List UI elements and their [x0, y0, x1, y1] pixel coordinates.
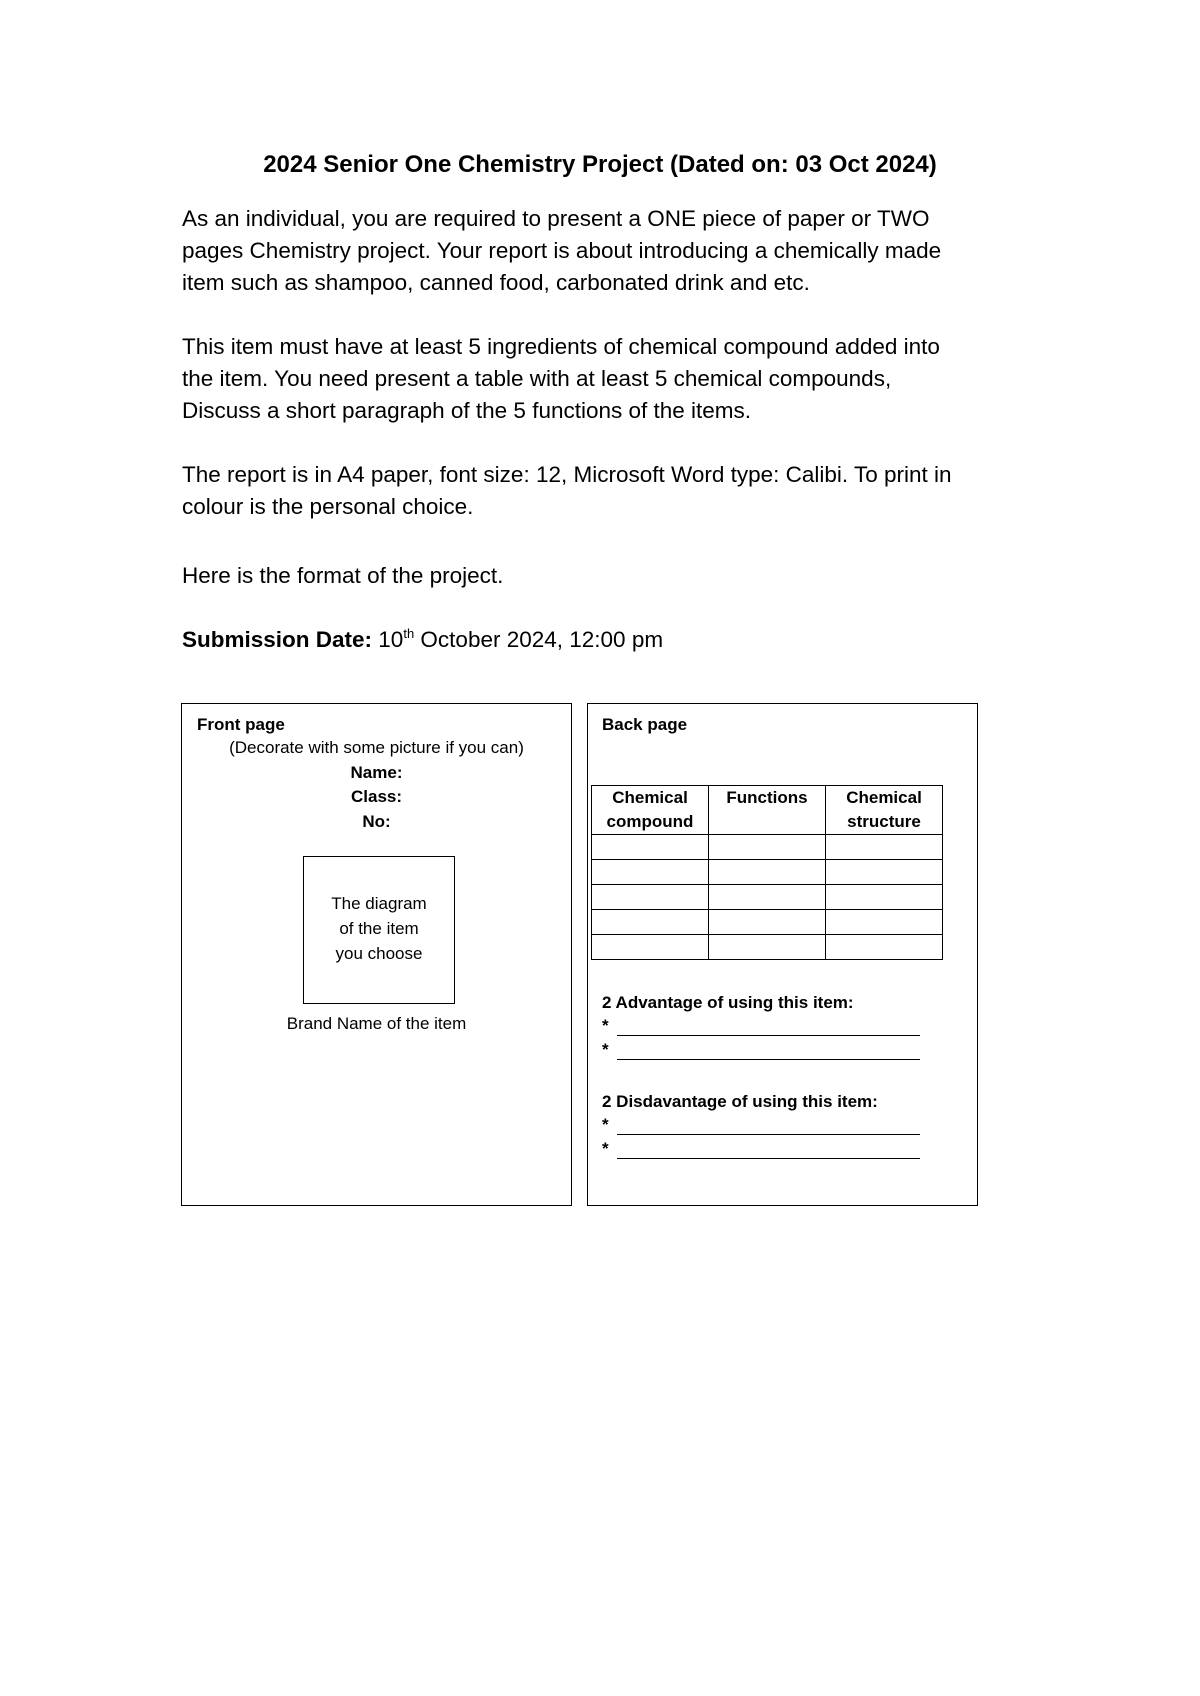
- table-cell: [592, 885, 709, 910]
- requirements-line: the item. You need present a table with at least 5 chemical compounds,: [182, 366, 892, 391]
- table-cell: [592, 935, 709, 960]
- table-cell: [709, 860, 826, 885]
- advantage-bullet: *: [602, 1040, 609, 1059]
- table-cell: [592, 835, 709, 860]
- submission-rest: October 2024, 12:00 pm: [414, 627, 664, 652]
- format-line: colour is the personal choice.: [182, 494, 474, 519]
- front-page-note: (Decorate with some picture if you can): [229, 738, 524, 757]
- back-page-heading: Back page: [602, 715, 688, 734]
- table-cell: [592, 860, 709, 885]
- intro-line: pages Chemistry project. Your report is about introducing a chemically made: [182, 238, 942, 263]
- disadvantage-bullet: *: [602, 1115, 609, 1134]
- submission-day: 10: [378, 627, 404, 652]
- submission-label: Submission Date:: [182, 627, 373, 652]
- class-label: Class:: [350, 787, 403, 806]
- no-label: No:: [362, 812, 391, 831]
- format-intro: [182, 560, 1062, 592]
- table-row: [592, 910, 943, 935]
- requirements-line: This item must have at least 5 ingredients of chemical compound added into: [182, 334, 940, 359]
- table-cell: [826, 935, 943, 960]
- format-paragraph: [182, 459, 1062, 523]
- table-row: [592, 860, 943, 885]
- table-cell: [709, 835, 826, 860]
- name-label: Name:: [350, 763, 403, 782]
- disadvantage-blank-line: [617, 1158, 920, 1159]
- table-cell: [826, 910, 943, 935]
- table-header-functions: Functions: [709, 786, 826, 835]
- table-row: [592, 835, 943, 860]
- table-cell: [826, 885, 943, 910]
- back-page-panel: [587, 703, 978, 1206]
- advantage-heading: 2 Advantage of using this item:: [602, 993, 854, 1012]
- disadvantage-heading: 2 Disdavantage of using this item:: [602, 1092, 878, 1111]
- chemical-table: [591, 785, 943, 960]
- table-header-chemical-structure: Chemical structure: [826, 786, 943, 835]
- table-cell: [709, 935, 826, 960]
- table-row: [592, 935, 943, 960]
- requirements-line: Discuss a short paragraph of the 5 functions of the items.: [182, 398, 752, 423]
- front-page-panel: [181, 703, 572, 1206]
- advantage-blank-line: [617, 1059, 920, 1060]
- format-intro-text: Here is the format of the project.: [182, 563, 504, 588]
- table-header-chemical-compound: Chemical compound: [592, 786, 709, 835]
- page-title: 2024 Senior One Chemistry Project (Dated on: 03 Oct 2024): [263, 151, 937, 178]
- intro-line: item such as shampoo, canned food, carbonated drink and etc.: [182, 270, 810, 295]
- diagram-line: you choose: [335, 944, 423, 963]
- table-row: [592, 885, 943, 910]
- table-cell: [826, 835, 943, 860]
- table-cell: [592, 910, 709, 935]
- disadvantage-blank-line: [617, 1134, 920, 1135]
- brand-name-label: Brand Name of the item: [286, 1014, 467, 1033]
- diagram-line: of the item: [339, 919, 419, 938]
- table-cell: [709, 910, 826, 935]
- intro-paragraph: [182, 203, 1062, 299]
- advantage-bullet: *: [602, 1016, 609, 1035]
- table-cell: [709, 885, 826, 910]
- diagram-placeholder: [303, 856, 455, 1004]
- front-page-heading: Front page: [197, 715, 285, 734]
- table-cell: [826, 860, 943, 885]
- diagram-line: The diagram: [331, 894, 427, 913]
- diagram-text: [304, 891, 454, 966]
- submission-date: [182, 624, 663, 656]
- advantage-blank-line: [617, 1035, 920, 1036]
- intro-line: As an individual, you are required to present a ONE piece of paper or TWO: [182, 206, 930, 231]
- format-line: The report is in A4 paper, font size: 12, Microsoft Word type: Calibi. To print in: [182, 462, 952, 487]
- requirements-paragraph: [182, 331, 1062, 427]
- table-header-row: [592, 786, 943, 835]
- submission-day-suffix: th: [403, 626, 415, 641]
- disadvantage-bullet: *: [602, 1139, 609, 1158]
